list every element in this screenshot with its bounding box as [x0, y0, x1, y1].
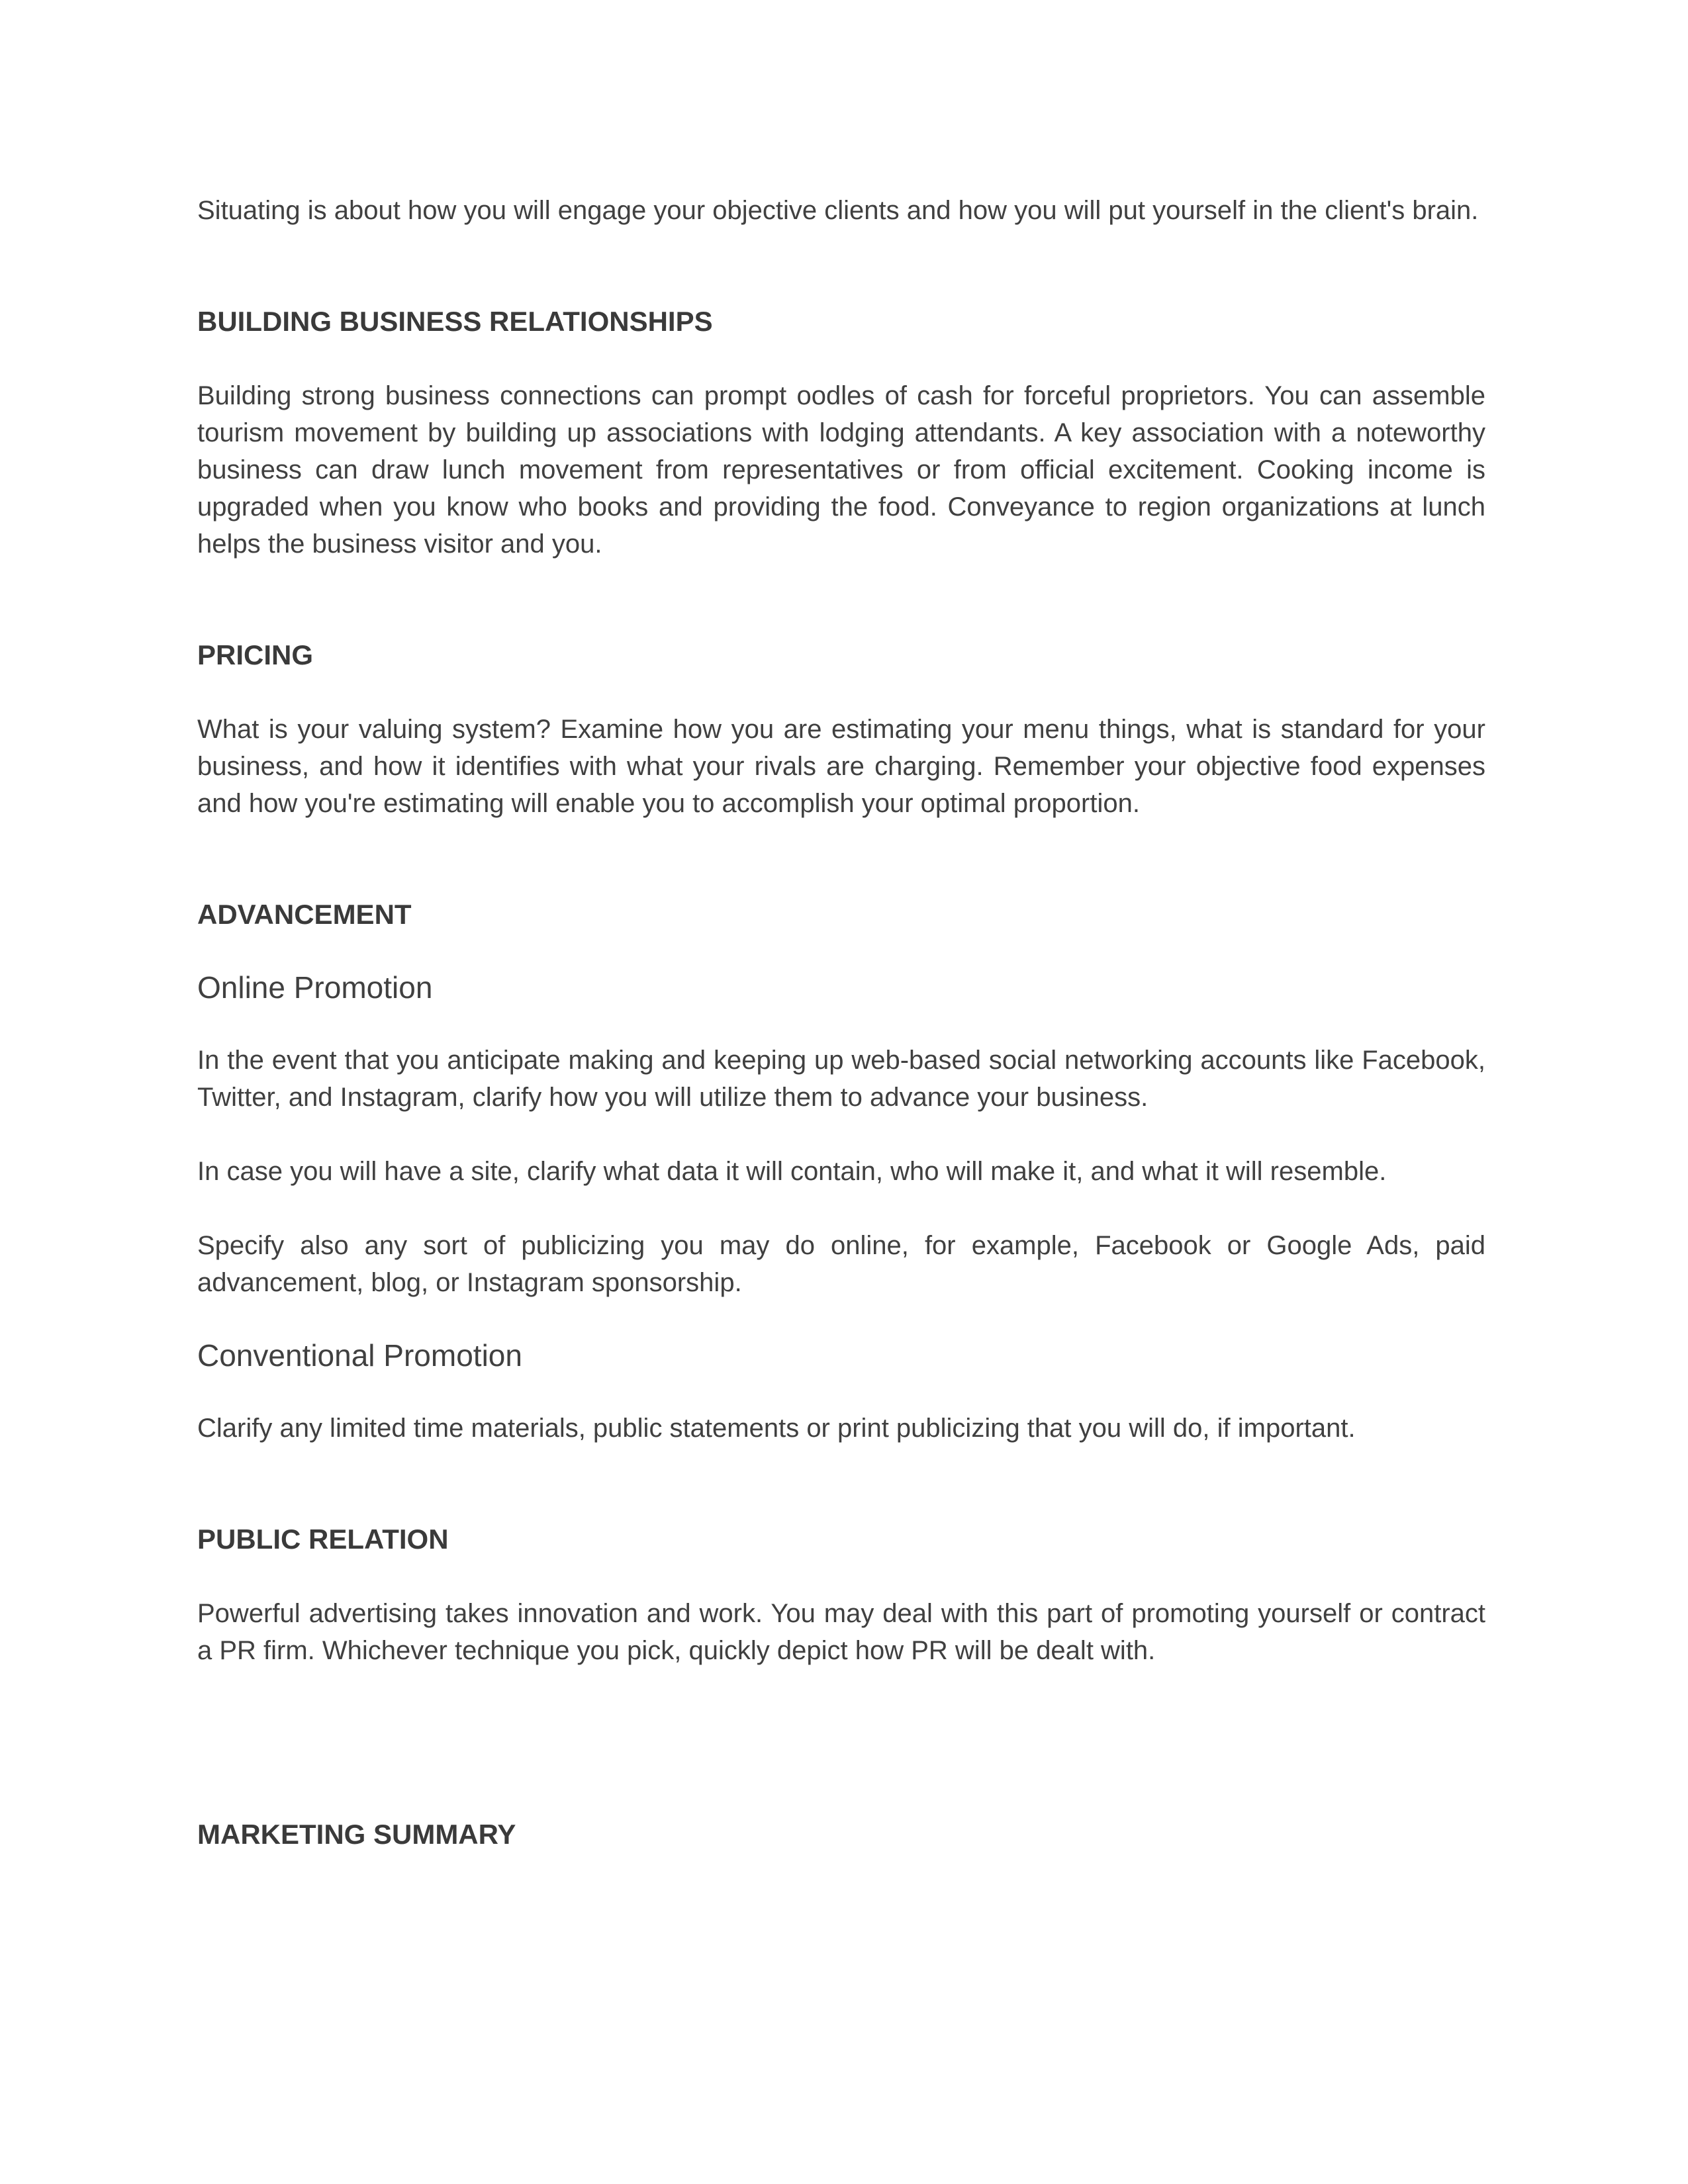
online-promotion-paragraph-2: In case you will have a site, clarify what data it will contain, who will make it, and what it will resemble.	[197, 1157, 1387, 1186]
subheading-online-promotion: Online Promotion	[197, 970, 433, 1005]
heading-marketing-summary: MARKETING SUMMARY	[197, 1819, 516, 1850]
document-page	[197, 192, 1485, 1853]
heading-pricing: PRICING	[197, 639, 314, 670]
pricing-paragraph: What is your valuing system? Examine how you are estimating your menu things, what is standard for your business, and how it identifies with what your rivals are charging. Remember your objective food expenses and how you're estimating will enable you to accomplish your optimal proportion.	[197, 715, 1485, 818]
subheading-conventional-promotion: Conventional Promotion	[197, 1338, 522, 1373]
intro-paragraph: Situating is about how you will engage your objective clients and how you will put yourself in the client's brain.	[197, 196, 1479, 225]
heading-building-business-relationships: BUILDING BUSINESS RELATIONSHIPS	[197, 306, 713, 337]
building-paragraph: Building strong business connections can prompt oodles of cash for forceful proprietors. You can assemble tourism movement by building up associations with lodging attendants. A key association with a noteworthy business can draw lunch movement from representatives or from official excitement. Cooking income is upgraded when you know who books and providing the food. Conveyance to region organizations at lunch helps the business visitor and you.	[197, 381, 1485, 559]
online-promotion-paragraph-3: Specify also any sort of publicizing you may do online, for example, Facebook or Google Ads, paid advancement, blog, or Instagram sponsorship.	[197, 1231, 1485, 1297]
public-relation-paragraph: Powerful advertising takes innovation and work. You may deal with this part of promoting yourself or contract a PR firm. Whichever technique you pick, quickly depict how PR will be dealt with.	[197, 1599, 1485, 1665]
online-promotion-paragraph-1: In the event that you anticipate making and keeping up web-based social networking accounts like Facebook, Twitter, and Instagram, clarify how you will utilize them to advance your business.	[197, 1046, 1485, 1112]
heading-advancement: ADVANCEMENT	[197, 899, 412, 930]
conventional-promotion-paragraph: Clarify any limited time materials, public statements or print publicizing that you will do, if important.	[197, 1414, 1356, 1443]
heading-public-relation: PUBLIC RELATION	[197, 1524, 449, 1555]
